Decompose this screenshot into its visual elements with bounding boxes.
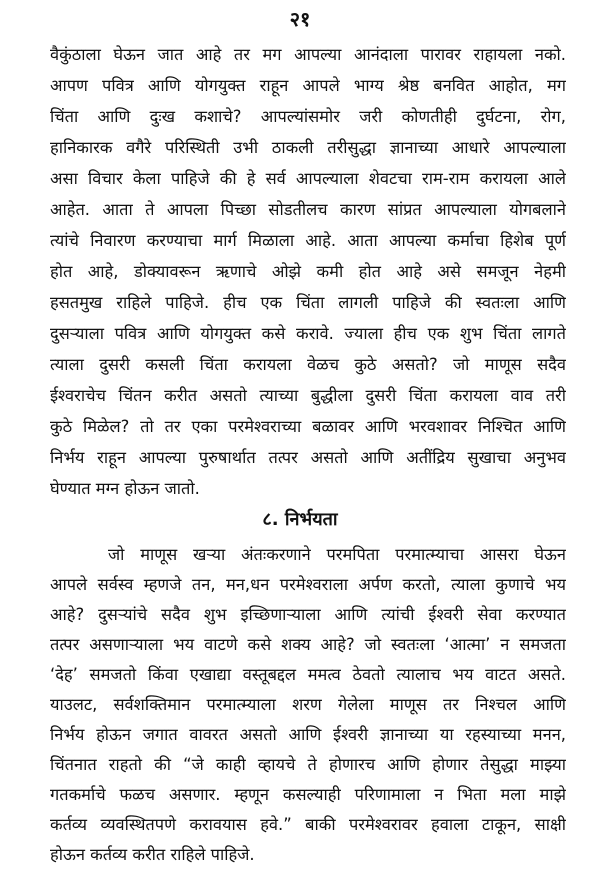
text-line: निर्भय होऊन जगात वावरत असतो आणि ईश्वरी ज्ञानाच्या या रहस्याच्या मनन,	[50, 725, 566, 744]
text-line: वैकुंठाला घेऊन जात आहे तर मग आपल्या आनंदाला पारावर राहायला नको.	[50, 45, 566, 64]
text-line: घेण्यात मग्न होऊन जातो.	[50, 479, 200, 498]
section-heading: ८. निर्भयता	[262, 509, 338, 530]
page-number: २१	[289, 7, 311, 31]
text-line: ‘देह’ समजतो किंवा एखाद्या वस्तूबद्दल ममत्व ठेवतो त्यालाच भय वाटत असते.	[50, 665, 566, 684]
text-line: हसतमुख राहिले पाहिजे. हीच एक चिंता लागली पाहिजे की स्वतःला आणि	[50, 293, 566, 312]
text-line: त्याला दुसरी कसली चिंता करायला वेळच कुठे असतो? जो माणूस सदैव	[50, 355, 566, 374]
text-line: आपले सर्वस्व म्हणजे तन, मन,धन परमेश्वराला अर्पण करतो, त्याला कुणाचे भय	[50, 575, 566, 594]
text-line: याउलट, सर्वशक्तिमान परमात्म्याला शरण गेलेला माणूस तर निश्चल आणि	[50, 695, 566, 714]
text-line: होऊन कर्तव्य करीत राहिले पाहिजे.	[50, 845, 255, 864]
text-line: गतकर्माचे फळच असणार. म्हणून कसल्याही परिणामाला न भिता मला माझे	[50, 785, 566, 804]
text-line: कर्तव्य व्यवस्थितपणे करावयास हवे.” बाकी परमेश्वरावर हवाला टाकून, साक्षी	[50, 815, 566, 834]
text-line: दुसऱ्याला पवित्र आणि योगयुक्त कसे करावे. ज्याला हीच एक शुभ चिंता लागते	[50, 324, 566, 343]
text-line: आपण पवित्र आणि योगयुक्त राहून आपले भाग्य श्रेष्ठ बनवित आहोत, मग	[50, 76, 566, 95]
text-line: आहेत. आता ते आपला पिच्छा सोडतीलच कारण सांप्रत आपल्याला योगबलाने	[50, 200, 566, 219]
text-line: होत आहे, डोक्यावरून ऋणाचे ओझे कमी होत आहे असे समजून नेहमी	[50, 262, 566, 281]
text-line: चिंता आणि दुःख कशाचे? आपल्यांसमोर जरी कोणतीही दुर्घटना, रोग,	[50, 107, 566, 126]
text-line: ईश्वराचेच चिंतन करीत असतो त्याच्या बुद्धीला दुसरी चिंता करायला वाव तरी	[50, 386, 566, 405]
text-line: हानिकारक वगैरे परिस्थिती उभी ठाकली तरीसुद्धा ज्ञानाच्या आधारे आपल्याला	[50, 138, 566, 157]
text-line: आहे? दुसऱ्यांचे सदैव शुभ इच्छिणाऱ्याला आणि त्यांची ईश्वरी सेवा करण्यात	[50, 605, 566, 624]
text-line: कुठे मिळेल? तो तर एका परमेश्वराच्या बळावर आणि भरवशावर निश्चित आणि	[50, 417, 566, 436]
text-line: असा विचार केला पाहिजे की हे सर्व आपल्याला शेवटचा राम-राम करायला आले	[50, 169, 566, 188]
text-line: चिंतनात राहतो की “जे काही व्हायचे ते होणारच आणि होणार तेसुद्धा माझ्या	[50, 755, 566, 774]
text-line: जो माणूस खऱ्या अंतःकरणाने परमपिता परमात्म्याचा आसरा घेऊन	[108, 545, 566, 564]
text-line: तत्पर असणाऱ्याला भय वाटणे कसे शक्य आहे? जो स्वतःला ‘आत्मा’ न समजता	[50, 635, 566, 654]
text-line: निर्भय राहून आपल्या पुरुषार्थात तत्पर असतो आणि अतींद्रिय सुखाचा अनुभव	[50, 448, 566, 467]
text-line: त्यांचे निवारण करण्याचा मार्ग मिळाला आहे. आता आपल्या कर्माचा हिशेब पूर्ण	[50, 231, 566, 250]
